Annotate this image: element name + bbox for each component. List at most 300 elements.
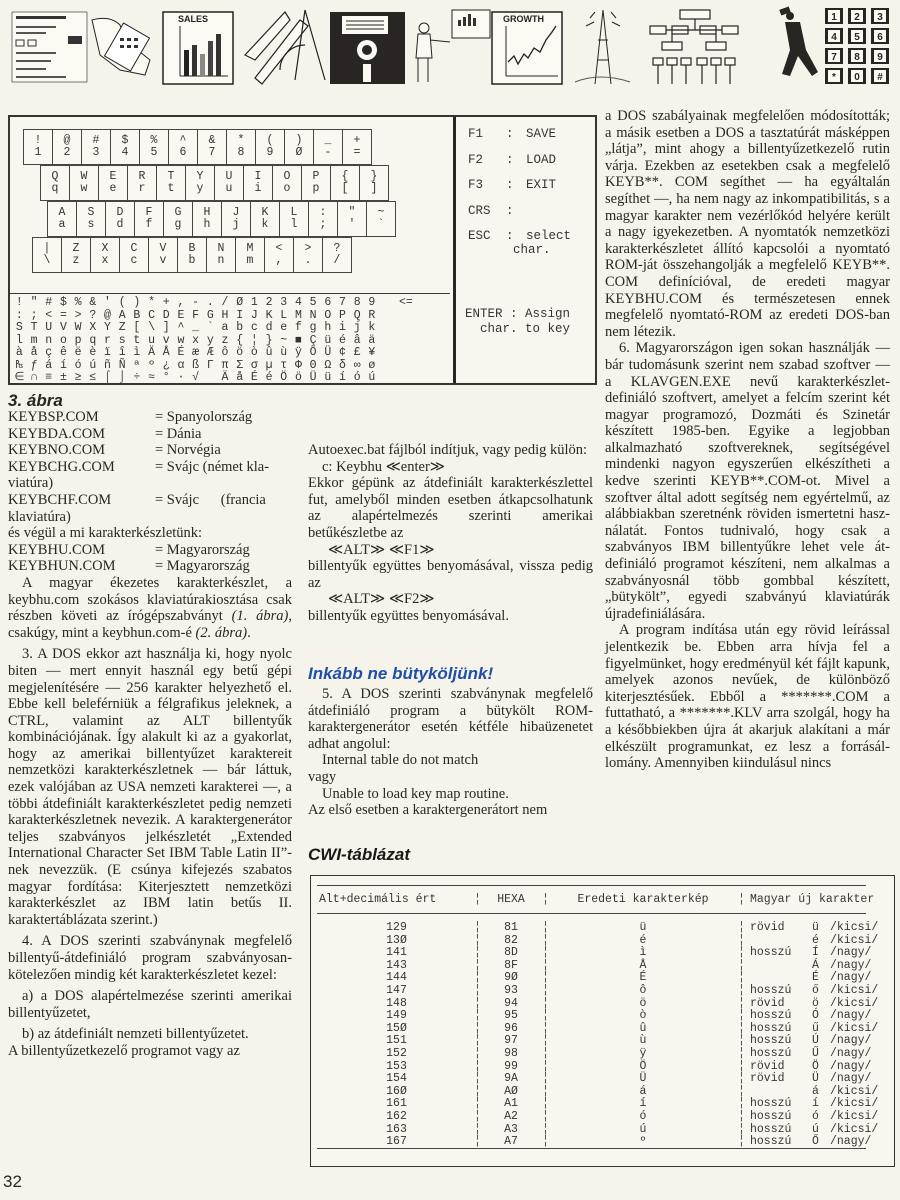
column-header: Eredeti karakterkép (577, 893, 709, 906)
hungarian-char: Ö (812, 1059, 819, 1073)
charmap-char[interactable]: Ö (309, 346, 317, 359)
charmap-char[interactable]: z (221, 333, 229, 347)
keyboard-key[interactable] (359, 165, 389, 201)
key-upper-char: # (92, 134, 100, 147)
accent-length: hosszú (750, 1021, 792, 1035)
cell-decimal: 13Ø (386, 933, 407, 947)
keyboard-layout (10, 117, 450, 294)
cell-hex: 96 (504, 1021, 518, 1035)
charmap-char[interactable]: ê (59, 346, 67, 359)
charmap-char[interactable]: ü (324, 371, 332, 384)
column-separator: ¦ (738, 1034, 745, 1048)
charmap-char[interactable]: ö (236, 346, 244, 359)
charmap-char[interactable]: ª (133, 358, 141, 372)
table-rule (317, 1148, 866, 1149)
charmap-char[interactable]: < (45, 308, 53, 322)
table-row (319, 1073, 900, 1086)
charmap-char[interactable]: - (192, 296, 200, 309)
charmap-char[interactable]: 3 (280, 296, 288, 309)
charmap-char[interactable]: í (59, 358, 67, 372)
key-lower-char: \ (43, 254, 51, 267)
key-lower-char: b (188, 254, 196, 267)
keypad-key-label: 6 (877, 32, 883, 43)
charmap-char[interactable]: ƒ (30, 358, 38, 372)
keyboard-key[interactable] (69, 165, 99, 201)
charmap-char[interactable]: v (162, 333, 170, 347)
keyboard-key[interactable] (110, 129, 140, 165)
charmap-char[interactable]: w (177, 333, 185, 347)
table-row (319, 1111, 900, 1124)
keyboard-key[interactable] (163, 201, 193, 237)
charmap-char[interactable]: ⌠ (104, 371, 111, 384)
charmap-char[interactable]: Ä (148, 346, 155, 359)
column-separator: ¦ (542, 1097, 549, 1111)
keyboard-key[interactable] (272, 165, 302, 201)
key-upper-char: + (353, 134, 361, 147)
charmap-char[interactable]: ' (104, 296, 111, 309)
charmap-char[interactable]: h (324, 321, 332, 334)
keyboard-key[interactable] (90, 237, 120, 273)
charmap-char[interactable]: ■ (294, 333, 302, 347)
charmap-char[interactable]: r (104, 333, 111, 347)
charmap-char[interactable]: Ö (280, 371, 288, 384)
charmap-char[interactable]: ñ (104, 358, 111, 372)
keyboard-key[interactable] (52, 129, 82, 165)
keyboard-key[interactable] (177, 237, 207, 273)
keyboard-key[interactable] (279, 201, 309, 237)
charmap-char[interactable]: â (353, 333, 361, 347)
keyboard-key[interactable] (98, 165, 128, 201)
charmap-char[interactable]: t (133, 333, 141, 347)
charmap-char[interactable]: e (280, 321, 288, 334)
text: , csakúgy, mint a keybhun.com-é (8, 608, 292, 641)
charmap-char[interactable]: î (118, 346, 126, 359)
accent-length: rövid (750, 1059, 785, 1073)
keyboard-key[interactable] (185, 165, 215, 201)
cell-decimal: 167 (386, 1135, 407, 1149)
cell-original-char: ò (639, 1009, 647, 1023)
charmap-char[interactable]: a (221, 321, 229, 334)
charmap-char[interactable]: M (294, 308, 302, 322)
keyboard-key[interactable] (23, 129, 53, 165)
charmap-char[interactable]: 1 (250, 296, 258, 309)
charmap-char[interactable]: X (89, 321, 97, 334)
charmap-char[interactable]: Ü (309, 371, 317, 384)
charmap-char[interactable]: = (59, 308, 67, 322)
function-key-name: F1 (468, 127, 484, 141)
keyboard-key[interactable] (81, 129, 111, 165)
charmap-char[interactable]: 6 (324, 296, 332, 309)
charmap-char[interactable]: Å (162, 346, 170, 359)
charmap-char[interactable]: ≡ (45, 371, 53, 384)
keypad-key-label: 8 (854, 52, 860, 63)
keyboard-key[interactable] (47, 201, 77, 237)
charmap-char[interactable]: > (74, 308, 82, 322)
charmap-char[interactable]: K (265, 308, 273, 322)
charmap-char[interactable]: R (368, 308, 376, 322)
keyboard-key[interactable] (337, 201, 367, 237)
charmap-char[interactable]: I (236, 308, 244, 322)
cell-hex: 8D (504, 946, 518, 960)
charmap-char[interactable]: J (250, 308, 258, 322)
keyboard-key[interactable] (76, 201, 106, 237)
charmap-char[interactable]: Æ (206, 346, 214, 359)
charmap-char[interactable]: Ü (324, 346, 332, 359)
keyboard-key[interactable] (243, 165, 273, 201)
charmap-char[interactable]: F (192, 308, 200, 322)
charmap-char[interactable]: Ç (309, 333, 317, 347)
charmap-char[interactable]: # (45, 296, 53, 309)
paragraph: 6. Magyarországon igen sokan használják — bár tudomásunk szerint nem szabad szoftver — a KLAVGEN.EXE nevű karakterkészlet-definiáló szoftvert, amelyet a felcím szerint két magyar programozó, Dozmáti és Szinetár készített 1985-ben. Egyike a legjobban alkalmazható szoftvereknek, segítségével mindenki nagyon egyszerűen elkészítheti a kedve szerinti KEYB**.COM-ot. Mivel a szoftver által adott segítség nem egyértelmű, az alábbiakban szeretnénk röviden ismertetni használatát. Fontos tudnivaló, hogy csak a szabványos IBM billentyűkre lehet vele átdefiniáló programot készíteni, nem alkalmas a szabványosnál több gombbal készített, „bütykölt”, egyedi szabványú klaviatúrák újradefiniálására. (605, 340, 890, 622)
charmap-char[interactable]: ö (294, 371, 302, 384)
charmap-char[interactable]: _ (192, 321, 200, 334)
function-key-row (468, 204, 571, 230)
keyboard-key[interactable] (255, 129, 285, 165)
key-upper-char: ^ (179, 134, 187, 147)
charmap-char[interactable]: P (339, 308, 346, 322)
charmap-char[interactable]: ) (133, 296, 141, 309)
charmap-char[interactable]: Ω (324, 358, 332, 372)
charmap-char[interactable]: µ (265, 358, 273, 372)
charmap-char[interactable]: ± (59, 371, 67, 384)
charmap-char[interactable]: Σ (236, 358, 244, 372)
charmap-char[interactable]: ø (368, 358, 376, 372)
charmap-char[interactable]: T (30, 321, 38, 334)
charmap-char[interactable]: c (250, 321, 258, 334)
key-lower-char: 6 (179, 146, 187, 159)
charmap-char[interactable]: ∈ (14, 371, 25, 384)
cell-hungarian-char (744, 922, 900, 935)
accent-length: rövid (750, 996, 785, 1010)
charmap-char[interactable]: * (148, 296, 155, 309)
keyboard-key[interactable] (284, 129, 314, 165)
keyboard-key[interactable] (342, 129, 372, 165)
charmap-char[interactable]: ÿ (294, 346, 302, 359)
charmap-char[interactable]: f (294, 321, 302, 334)
charmap-char[interactable]: é (265, 371, 273, 384)
charmap-char[interactable]: Θ (309, 358, 317, 372)
section-subheading: Inkább ne bütyköljünk! (308, 664, 494, 683)
charmap-char[interactable]: 9 (368, 296, 376, 309)
key-upper-char: Q (51, 170, 59, 183)
cell-hex: 8F (504, 958, 518, 972)
charmap-char[interactable]: 2 (265, 296, 273, 309)
charmap-char[interactable]: [ (133, 321, 141, 334)
charmap-char[interactable]: V (59, 321, 67, 334)
charmap-char[interactable]: L (280, 308, 288, 322)
charmap-char[interactable]: Q (353, 308, 361, 322)
keyboard-key[interactable] (127, 165, 157, 201)
charmap-char[interactable]: n (45, 333, 53, 347)
charmap-char[interactable]: q (89, 333, 97, 347)
column-separator: ¦ (738, 1009, 745, 1023)
charmap-char[interactable]: S (15, 321, 23, 334)
keyboard-key[interactable] (235, 237, 265, 273)
cell-hex: 99 (504, 1059, 518, 1073)
charmap-char[interactable]: ` (206, 321, 214, 334)
keyboard-key[interactable] (134, 201, 164, 237)
charmap-char[interactable]: ä (368, 333, 376, 347)
key-upper-char: B (188, 242, 196, 255)
charmap-char[interactable]: <= (398, 296, 413, 309)
keyboard-key[interactable] (139, 129, 169, 165)
charmap-char[interactable]: $ (59, 296, 67, 309)
charmap-char[interactable]: B (133, 308, 141, 322)
charmap-char[interactable]: k (368, 321, 376, 334)
charmap-char[interactable]: α (177, 358, 185, 372)
charmap-char[interactable]: ; (30, 308, 38, 322)
charmap-char[interactable]: % (74, 296, 82, 309)
charmap-char[interactable]: ≥ (74, 371, 82, 384)
charmap-char[interactable]: 8 (353, 296, 361, 309)
charmap-char[interactable]: ∩ (30, 371, 38, 384)
charmap-char[interactable]: ~ (280, 333, 288, 347)
charmap-char[interactable]: ù (280, 346, 288, 359)
charmap-char[interactable]: ï (104, 346, 111, 359)
charmap-char[interactable]: " (30, 296, 38, 309)
charmap-char[interactable]: ÷ (133, 371, 141, 384)
charmap-char[interactable]: å (236, 371, 244, 384)
key-lower-char: ` (377, 218, 385, 231)
keyboard-key[interactable] (330, 165, 360, 201)
error-message: Internal table do not match (322, 752, 479, 769)
charmap-char[interactable]: ₧ (15, 358, 23, 372)
charmap-char[interactable]: ⌡ (118, 371, 126, 384)
charmap-char[interactable]: D (162, 308, 170, 322)
charmap-char[interactable]: 4 (294, 296, 302, 309)
keyboard-key[interactable] (148, 237, 178, 273)
charmap-char[interactable]: ë (74, 346, 82, 359)
key-lower-char: m (246, 254, 254, 267)
charmap-char[interactable]: à (15, 346, 23, 359)
charmap-row (12, 347, 418, 360)
charmap-char[interactable]: ß (192, 358, 200, 372)
charmap-char[interactable]: é (339, 333, 346, 347)
charmap-char[interactable]: , (177, 296, 185, 309)
cell-decimal: 163 (386, 1122, 407, 1136)
keyb-list-item (8, 492, 292, 509)
charmap-char[interactable]: Φ (294, 358, 302, 372)
charmap-char[interactable]: } (265, 333, 273, 347)
charmap-char[interactable]: ¥ (368, 346, 376, 359)
charmap-char[interactable]: \ (148, 321, 155, 334)
charmap-char[interactable]: å (30, 346, 38, 359)
paragraph: a DOS szabályainak megfelelően módosították; a másik esetben a DOS a tasztatúrát másképpen „látja”, mint ahogy a billentyűzetkezelő rutin várja. Ezekben az esetekben csak a megfelelő KEYB**. COM segíthet — ha egyáltalán segíthet —, ha nem nagy az inkompatibilitás, s a magyar karakter nem vezérlőkód helyére került a nagy igyekezetben. A nyomtatók nemzetközi karakterkészletet állító kapcsolói a nyomtató ROM-ját összehangolják a megfelelő KEYB**. COM definícióval, de eredeti magyar KEYBHU.COM és természetesen ennek megfelelő nyomtató-ROM az eredeti DOS-ban nem létezik. (605, 108, 890, 340)
column-separator: ¦ (542, 1046, 549, 1060)
column-header: HEXA (497, 893, 525, 906)
charmap-char[interactable]: E (177, 308, 185, 322)
accent-length: hosszú (750, 946, 792, 960)
charmap-char[interactable]: @ (104, 308, 111, 322)
charmap-char[interactable]: l (15, 333, 23, 347)
charmap-char[interactable]: ò (250, 346, 258, 359)
charmap-char[interactable]: · (177, 371, 185, 384)
charmap-char[interactable]: Y (104, 321, 111, 334)
letter-case: /kicsi/ (830, 983, 879, 997)
accent-length: hosszú (750, 1135, 792, 1149)
function-key-name: ESC (468, 229, 491, 243)
charmap-char[interactable]: σ (250, 358, 258, 372)
charmap-char[interactable]: ° (162, 371, 170, 384)
letter-case: /nagy/ (830, 1072, 872, 1086)
key-upper-char: D (116, 206, 124, 219)
function-key-separator: : (506, 203, 514, 218)
key-upper-char: C (130, 242, 138, 255)
charmap-char[interactable] (203, 372, 218, 385)
function-key-action: SAVE (526, 127, 557, 141)
charmap-char[interactable]: . (206, 296, 214, 309)
charmap-char[interactable]: ç (45, 346, 53, 359)
charmap-char[interactable]: Ñ (118, 358, 126, 372)
keyboard-key[interactable] (313, 129, 343, 165)
keyboard-key[interactable] (206, 237, 236, 273)
charmap-char[interactable]: i (339, 321, 346, 334)
charmap-char[interactable]: á (45, 358, 53, 372)
hungarian-char: Ő (812, 1135, 819, 1149)
charmap-char[interactable]: ≤ (89, 371, 97, 384)
letter-case: /kicsi/ (830, 1084, 879, 1098)
keyboard-key[interactable] (119, 237, 149, 273)
column-header: Magyar új karakter (750, 893, 875, 906)
keyboard-key[interactable] (250, 201, 280, 237)
charmap-char[interactable]: ( (118, 296, 126, 309)
key-upper-char: : (319, 206, 327, 219)
charmap-char[interactable]: G (206, 308, 214, 322)
key-lower-char: Ø (295, 146, 303, 159)
keyboard-key[interactable] (221, 201, 251, 237)
keyboard-key[interactable] (264, 237, 294, 273)
key-lower-char: - (324, 146, 332, 159)
keyboard-key[interactable] (293, 237, 323, 273)
charmap-char[interactable]: m (30, 333, 38, 347)
keyb-list-item (8, 442, 292, 459)
key-lower-char: 7 (208, 146, 216, 159)
keyboard-key[interactable] (61, 237, 91, 273)
charmap-char[interactable]: x (192, 333, 200, 347)
charmap-char[interactable]: Z (118, 321, 126, 334)
charmap-char[interactable]: ¿ (162, 358, 170, 372)
charmap-char[interactable]: τ (280, 358, 288, 372)
cell-original-char: ö (639, 996, 647, 1010)
charmap-char[interactable]: u (148, 333, 155, 347)
key-lower-char: p (312, 182, 320, 195)
charmap-char[interactable]: d (265, 321, 273, 334)
hungarian-char: Ú (812, 1034, 819, 1048)
presenter-illustration (416, 10, 490, 82)
charmap-char[interactable]: ó (353, 371, 361, 384)
charmap-char[interactable] (379, 297, 394, 310)
key-upper-char: F (145, 206, 153, 219)
column-separator: ¦ (474, 1034, 481, 1048)
charmap-char[interactable]: ü (324, 333, 332, 347)
charmap-char[interactable]: π (221, 358, 229, 372)
keyboard-key[interactable] (192, 201, 222, 237)
charmap-char[interactable]: o (59, 333, 67, 347)
key-upper-char: & (208, 134, 216, 147)
key-lower-char: 4 (121, 146, 129, 159)
key-lower-char: ] (370, 182, 378, 195)
charmap-char[interactable]: Ä (221, 371, 229, 384)
charmap-char[interactable]: É (250, 371, 258, 384)
keyboard-key[interactable] (32, 237, 62, 273)
charmap-char[interactable]: û (265, 346, 273, 359)
keyboard-key[interactable] (322, 237, 352, 273)
keyboard-key[interactable] (301, 165, 331, 201)
charmap-char[interactable]: ] (162, 321, 170, 334)
charmap-char[interactable]: 7 (339, 296, 346, 309)
charmap-char[interactable]: A (118, 308, 126, 322)
charmap-char[interactable]: ì (133, 346, 141, 359)
keyboard-key[interactable] (308, 201, 338, 237)
charmap-char[interactable]: ? (89, 308, 97, 322)
charmap-char[interactable]: / (221, 296, 229, 309)
keyboard-key[interactable] (168, 129, 198, 165)
charmap-char[interactable]: N (309, 308, 317, 322)
charmap-char[interactable]: ∞ (353, 358, 361, 372)
charmap-char[interactable]: ¦ (250, 333, 258, 347)
charmap-char[interactable]: s (118, 333, 126, 347)
charmap-char[interactable]: p (74, 333, 82, 347)
charmap-char[interactable]: C (148, 308, 155, 322)
key-lower-char: 9 (266, 146, 274, 159)
charmap-char[interactable]: U (45, 321, 53, 334)
charmap-char[interactable]: g (309, 321, 317, 334)
charmap-char[interactable]: 5 (309, 296, 317, 309)
column-separator: ¦ (738, 1097, 745, 1111)
charmap-char[interactable]: W (74, 321, 82, 334)
charmap-char[interactable]: { (236, 333, 244, 347)
charmap-char[interactable]: y (206, 333, 214, 347)
charmap-char[interactable]: è (89, 346, 97, 359)
keyboard-key[interactable] (366, 201, 396, 237)
charmap-char[interactable]: : (15, 308, 23, 322)
charmap-char[interactable]: æ (192, 346, 200, 359)
charmap-char[interactable]: √ (192, 371, 200, 384)
charmap-char[interactable]: ú (89, 358, 97, 372)
key-lower-char: l (290, 218, 298, 231)
keyboard-key[interactable] (40, 165, 70, 201)
charmap-char[interactable]: í (339, 371, 346, 384)
letter-case: /kicsi/ (830, 996, 879, 1010)
keyboard-key[interactable] (197, 129, 227, 165)
charmap-char[interactable]: δ (339, 358, 346, 372)
character-map (12, 297, 418, 385)
charmap-char[interactable]: ó (74, 358, 82, 372)
charmap-char[interactable]: £ (353, 346, 361, 359)
charmap-char[interactable]: ô (221, 346, 229, 359)
charmap-char[interactable]: b (236, 321, 244, 334)
keyboard-key[interactable] (226, 129, 256, 165)
keyb-country-continued: klaviatúra) (8, 508, 71, 525)
charmap-char[interactable]: + (162, 296, 170, 309)
charmap-char[interactable]: H (221, 308, 229, 322)
charmap-char[interactable]: j (353, 321, 361, 334)
charmap-char[interactable]: O (324, 308, 332, 322)
charmap-char[interactable]: & (89, 296, 97, 309)
charmap-char[interactable]: ¢ (339, 346, 346, 359)
keyboard-key[interactable] (214, 165, 244, 201)
charmap-char[interactable]: º (148, 358, 155, 372)
charmap-char[interactable]: Ø (236, 296, 244, 309)
keyboard-key[interactable] (156, 165, 186, 201)
charmap-char[interactable]: ≈ (148, 371, 155, 384)
charmap-char[interactable]: ! (15, 296, 23, 309)
charmap-char[interactable]: Γ (206, 358, 214, 372)
charmap-char[interactable]: É (177, 346, 185, 359)
charmap-char[interactable]: ^ (177, 321, 185, 334)
keyboard-key[interactable] (105, 201, 135, 237)
charmap-char[interactable]: ú (368, 371, 376, 384)
